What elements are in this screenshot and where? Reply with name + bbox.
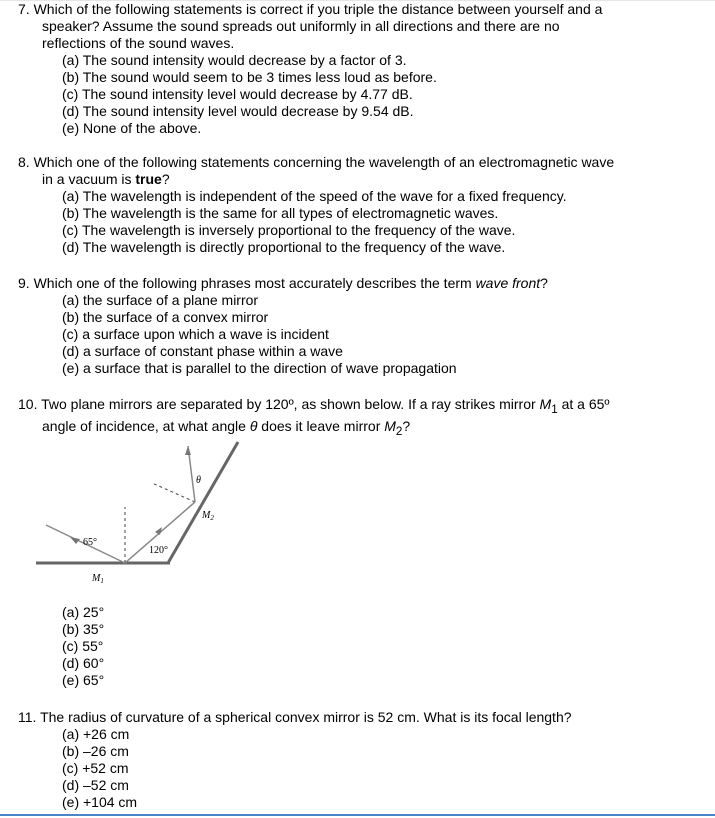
question-8-line-2-text: in a vacuum is	[42, 171, 136, 187]
angle-120-label: 120°	[149, 545, 168, 556]
question-9-stem	[18, 275, 698, 292]
m1-label	[91, 573, 104, 585]
term-wave-front: wave front	[475, 275, 541, 291]
question-8-options	[18, 188, 698, 256]
question-number: 8.	[18, 154, 30, 170]
text-run: at a 65º	[557, 396, 610, 412]
option-d: (d) The sound intensity level would decrease by 9.54 dB.	[62, 103, 414, 119]
emphasis-true: true	[135, 171, 162, 187]
text-run: angle of incidence, at what angle	[42, 417, 250, 434]
m2-letter: M	[202, 510, 211, 521]
question-7-options	[18, 52, 698, 137]
question-7-stem	[18, 1, 698, 52]
option-c: (c) 55°	[62, 638, 104, 654]
angle-65-label: 65°	[83, 537, 97, 548]
option-a: (a) The wavelength is independent of the speed of the wave for a fixed frequency.	[62, 188, 567, 204]
page-bottom-rule	[0, 814, 715, 816]
question-8	[18, 154, 698, 256]
question-7-line-3: reflections of the sound waves.	[42, 35, 235, 51]
question-10-options-block	[18, 604, 698, 689]
question-9-options	[18, 292, 698, 377]
option-d: (d) The wavelength is directly proportional to the frequency of the wave.	[62, 239, 506, 255]
question-10-line-1	[41, 396, 610, 416]
m2-subscript: 2	[210, 514, 214, 522]
option-e: (e) None of the above.	[62, 120, 202, 136]
question-9	[18, 275, 698, 377]
question-8-stem	[18, 154, 698, 188]
m1-letter: M	[92, 573, 101, 584]
option-d: (d) 60°	[62, 655, 105, 671]
option-d: (d) –52 cm	[62, 777, 129, 793]
incident-arrow-icon	[70, 537, 80, 544]
option-b: (b) The sound would seem to be 3 times less loud as before.	[62, 69, 437, 85]
text-run: Two plane mirrors are separated by 120º, as shown below. If a ray strikes mirror	[41, 396, 540, 412]
theta-label: θ	[196, 475, 201, 486]
subscript-2: 2	[395, 424, 403, 438]
option-e: (e) 65°	[62, 672, 105, 688]
question-7-line-2: speaker? Assume the sound spreads out uniformly in all directions and there are no	[42, 18, 560, 34]
option-d: (d) a surface of constant phase within a wave	[62, 343, 343, 359]
option-e: (e) +104 cm	[62, 794, 138, 810]
m2-label	[201, 510, 214, 522]
text-run: does it leave mirror	[257, 417, 385, 434]
question-10-stem	[18, 396, 698, 440]
question-11	[18, 709, 698, 811]
question-mark: ?	[540, 275, 548, 291]
question-number: 10.	[18, 396, 38, 412]
m1-subscript: 1	[100, 577, 104, 585]
outgoing-arrow-icon	[185, 446, 191, 455]
option-c: (c) The sound intensity level would decrease by 4.77 dB.	[62, 86, 413, 102]
question-8-line-1: Which one of the following statements concerning the wavelength of an electromagnetic wave	[33, 154, 615, 170]
question-11-text: The radius of curvature of a spherical convex mirror is 52 cm. What is its focal length?	[40, 709, 572, 725]
reflected-arrow-icon	[155, 527, 162, 535]
question-10-line-2	[18, 418, 698, 440]
question-9-text: Which one of the following phrases most accurately describes the term	[33, 275, 476, 291]
mirror-m2-symbol: M	[384, 417, 396, 434]
option-b: (b) –26 cm	[62, 743, 129, 759]
question-11-stem	[18, 709, 698, 726]
option-c: (c) a surface upon which a wave is incident	[62, 326, 329, 342]
option-a: (a) the surface of a plane mirror	[62, 292, 259, 308]
option-b: (b) the surface of a convex mirror	[62, 309, 269, 325]
subscript-1: 1	[551, 402, 558, 416]
question-10	[18, 396, 698, 440]
option-a: (a) The sound intensity would decrease by a factor of 3.	[62, 52, 407, 68]
option-a: (a) +26 cm	[62, 726, 130, 742]
question-mark: ?	[402, 417, 411, 434]
question-mark: ?	[161, 171, 170, 187]
normal-line-m2	[152, 483, 195, 502]
question-8-line-2	[18, 171, 698, 188]
mirror-m2	[168, 442, 238, 563]
question-11-options	[18, 726, 698, 811]
question-number: 7.	[18, 1, 30, 17]
option-e: (e) a surface that is parallel to the direction of wave propagation	[62, 360, 457, 376]
mirror-m1-symbol: M	[539, 396, 552, 412]
question-7-line-1: Which of the following statements is correct if you triple the distance between yourself and a	[33, 1, 603, 17]
theta-symbol: θ	[249, 417, 258, 434]
option-c: (c) The wavelength is inversely proportional to the frequency of the wave.	[62, 222, 516, 238]
question-10-options	[18, 604, 698, 689]
option-b: (b) 35°	[62, 621, 105, 637]
question-7	[18, 1, 698, 137]
two-mirror-diagram	[30, 440, 260, 590]
option-b: (b) The wavelength is the same for all types of electromagnetic waves.	[62, 205, 499, 221]
question-number: 11.	[18, 709, 37, 725]
option-c: (c) +52 cm	[62, 760, 129, 776]
question-number: 9.	[18, 275, 30, 291]
option-a: (a) 25°	[62, 604, 105, 620]
